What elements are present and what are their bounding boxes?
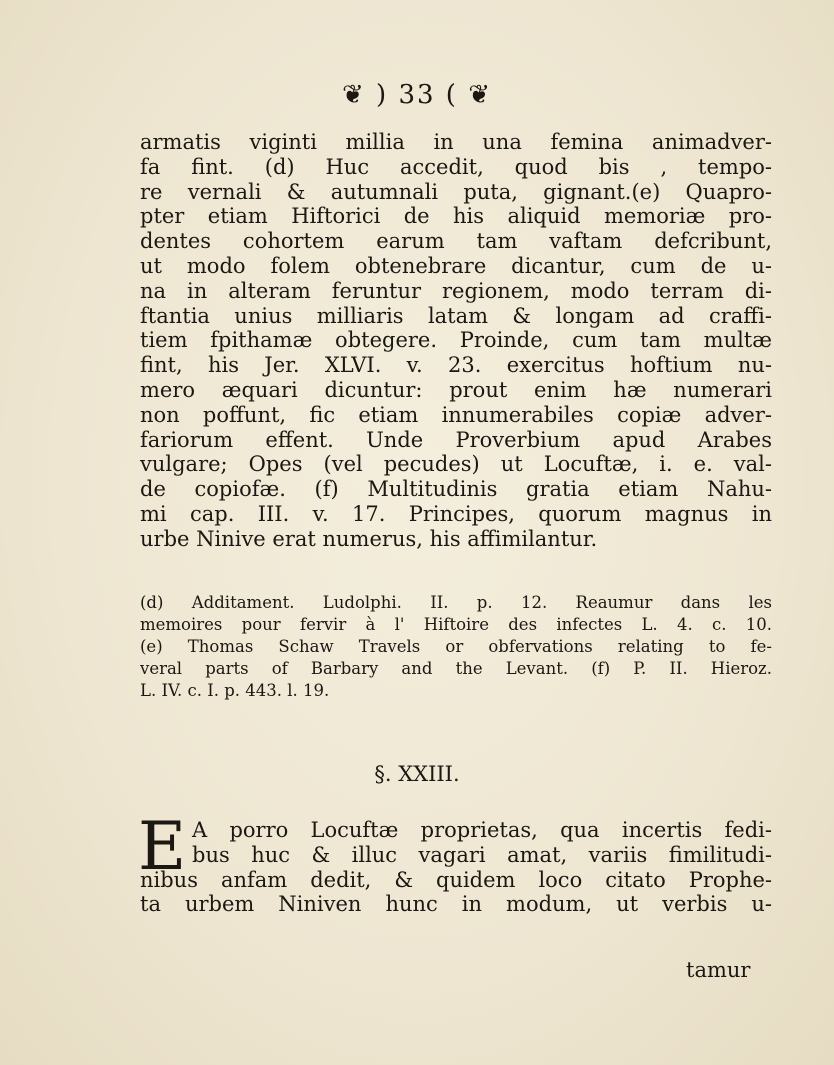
- text-line: bus huc & illuc vagari amat, variis fimilitudi-: [192, 842, 772, 867]
- drop-cap: E: [138, 808, 187, 885]
- text-line: ut modo folem obtenebrare dicantur, cum de u-: [140, 253, 772, 278]
- text-line: fint, his Jer. XLVI. v. 23. exercitus hoftium nu-: [140, 353, 772, 378]
- text-line: ta urbem Niniven hunc in modum, ut verbis u-: [140, 892, 772, 917]
- section-text: [138, 808, 772, 917]
- footnote-line: L. IV. c. I. p. 443. l. 19.: [140, 681, 330, 700]
- text-line: tiem fpithamæ obtegere. Proinde, cum tam multæ: [140, 328, 772, 353]
- text-line: ftantia unius milliaris latam & longam ad craffi-: [140, 303, 772, 328]
- footnote-line: (e) Thomas Schaw Travels or obfervations relating to fe-: [140, 637, 772, 656]
- footnote-line: (d) Additament. Ludolphi. II. p. 12. Reaumur dans les: [140, 593, 772, 612]
- text-line: re vernali & autumnali puta, gignant.(e) Quapro-: [140, 179, 772, 204]
- catchword: tamur: [686, 958, 751, 982]
- text-line: urbe Ninive erat numerus, his affimilantur.: [140, 526, 598, 551]
- text-line: de copiofæ. (f) Multitudinis gratia etiam Nahu-: [140, 477, 772, 502]
- page-header: ❦ ) 33 ( ❦: [342, 80, 492, 110]
- text-line: fa fint. (d) Huc accedit, quod bis , tempo-: [140, 154, 772, 179]
- text-line: fariorum effent. Unde Proverbium apud Arabes: [140, 427, 772, 452]
- main-text: [140, 130, 772, 552]
- text-line: vulgare; Opes (vel pecudes) ut Locuftæ, i. e. val-: [140, 452, 772, 477]
- section-heading: §. XXIII.: [374, 762, 460, 786]
- text-line: mi cap. III. v. 17. Principes, quorum magnus in: [140, 501, 772, 526]
- text-line: dentes cohortem earum tam vaftam defcribunt,: [140, 229, 772, 254]
- text-line: nibus anfam dedit, & quidem loco citato Prophe-: [140, 867, 772, 892]
- footnote-line: veral parts of Barbary and the Levant. (f) P. II. Hieroz.: [140, 659, 772, 678]
- text-line: mero æquari dicuntur: prout enim hæ numerari: [140, 377, 772, 402]
- text-line: armatis viginti millia in una femina animadver-: [140, 130, 772, 154]
- footnote-line: memoires pour fervir à l' Hiftoire des infectes L. 4. c. 10.: [140, 615, 772, 634]
- text-line: non poffunt, fic etiam innumerabiles copiæ adver-: [140, 402, 772, 427]
- text-line: pter etiam Hiftorici de his aliquid memoriæ pro-: [140, 204, 772, 229]
- text-line: A porro Locuftæ proprietas, qua incertis fedi-: [192, 818, 772, 842]
- text-line: na in alteram feruntur regionem, modo terram di-: [140, 278, 772, 303]
- footnotes: [140, 592, 772, 702]
